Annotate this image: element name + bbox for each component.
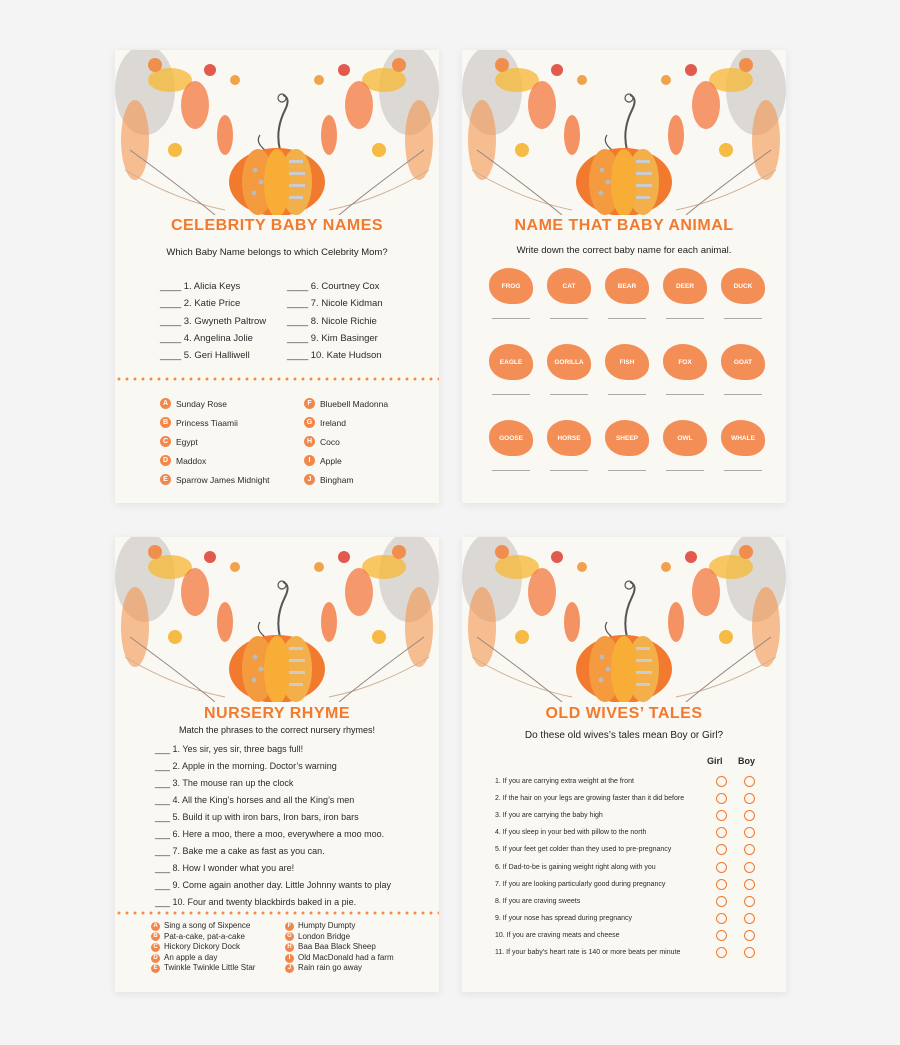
option-item — [304, 413, 388, 432]
phrase-item[interactable]: ___ 6. Here a moo, there a moo, everywhere a moo moo. — [155, 829, 385, 839]
animal-fish — [598, 344, 656, 410]
tale-text: 10. If you are craving meats and cheese — [495, 931, 620, 939]
sheep-icon: SHEEP — [605, 420, 649, 456]
animal-horse — [540, 420, 598, 486]
option-label: Rain rain go away — [298, 963, 363, 973]
tale-row — [495, 773, 755, 790]
letter-badge: D — [160, 455, 171, 466]
dotted-divider — [115, 377, 439, 381]
letter-badge: C — [160, 436, 171, 447]
moms-list-right — [287, 278, 383, 364]
option-item — [304, 432, 388, 451]
girl-radio[interactable] — [716, 913, 727, 924]
tale-row — [495, 807, 755, 824]
card-title: NURSERY RHYME — [203, 705, 351, 722]
tale-row — [495, 790, 755, 807]
answer-line[interactable] — [550, 470, 588, 471]
tale-row — [495, 841, 755, 858]
tale-text: 6. If Dad-to-be is gaining weight right along with you — [495, 863, 656, 871]
mom-item[interactable]: ____ 6. Courtney Cox — [287, 281, 380, 292]
animal-frog — [482, 268, 540, 334]
animal-fox — [656, 344, 714, 410]
phrase-item[interactable]: ___ 5. Build it up with iron bars, Iron bars, iron bars — [155, 812, 359, 822]
pumpkin-icon — [229, 635, 325, 702]
card-subtitle: Which Baby Name belongs to which Celebrity Mom? — [166, 247, 388, 258]
pumpkin-icon — [229, 148, 325, 215]
animal-sheep — [598, 420, 656, 486]
phrase-item[interactable]: ___ 2. Apple in the morning. Doctor’s warning — [155, 761, 337, 771]
letter-badge: E — [160, 474, 171, 485]
phrase-item[interactable]: ___ 7. Bake me a cake as fast as you can. — [155, 846, 325, 856]
answer-line[interactable] — [492, 470, 530, 471]
option-item — [285, 921, 394, 932]
option-item — [151, 921, 255, 932]
mom-item[interactable]: ____ 8. Nicole Richie — [287, 315, 377, 327]
letter-badge: F — [304, 398, 315, 409]
mom-item[interactable]: ____ 5. Geri Halliwell — [160, 350, 250, 362]
card-subtitle: Do these old wives’s tales mean Boy or Girl? — [524, 730, 724, 741]
tale-text: 7. If you are looking particularly good during pregnancy — [495, 880, 666, 888]
option-label: Bingham — [320, 474, 354, 485]
dotted-divider — [115, 911, 439, 915]
letter-badge: J — [304, 474, 315, 485]
girl-radio[interactable] — [716, 862, 727, 873]
cat-icon: CAT — [547, 268, 591, 304]
option-label: Sunday Rose — [176, 398, 228, 409]
mom-item[interactable]: ____ 7. Nicole Kidman — [287, 298, 383, 310]
girl-radio[interactable] — [716, 776, 727, 787]
column-header-boy: Boy — [738, 756, 756, 766]
boy-radio[interactable] — [744, 793, 755, 804]
girl-radio[interactable] — [716, 879, 727, 890]
animal-whale — [714, 420, 772, 486]
phrase-item[interactable]: ___ 1. Yes sir, yes sir, three bags full! — [155, 744, 304, 754]
gorilla-icon: GORILLA — [547, 344, 591, 380]
tale-text: 4. If you sleep in your bed with pillow to the north — [495, 829, 647, 837]
option-item — [285, 963, 394, 974]
boy-radio[interactable] — [744, 896, 755, 907]
answer-line[interactable] — [666, 470, 704, 471]
option-item — [285, 942, 394, 953]
option-label: Hickory Dickory Dock — [164, 942, 241, 952]
tale-row — [495, 944, 755, 961]
card-nursery-rhyme — [115, 537, 439, 992]
card-subtitle: Write down the correct baby name for each animal. — [516, 245, 732, 256]
tale-row — [495, 858, 755, 875]
floral-pumpkin-illustration — [115, 537, 439, 702]
mom-item[interactable]: ____ 2. Katie Price — [160, 298, 241, 310]
mom-item[interactable]: ____ 1. Alicia Keys — [160, 281, 241, 292]
boy-radio[interactable] — [744, 947, 755, 958]
option-item — [151, 932, 255, 943]
option-item — [304, 470, 388, 489]
bear-icon: BEAR — [605, 268, 649, 304]
phrase-item[interactable]: ___ 9. Come again another day. Little Johnny wants to play — [155, 880, 391, 890]
animal-cat — [540, 268, 598, 334]
card-title: CELEBRITY BABY NAMES — [170, 217, 384, 234]
mom-item[interactable]: ____ 4. Angelina Jolie — [160, 332, 253, 344]
tale-row — [495, 876, 755, 893]
animal-eagle — [482, 344, 540, 410]
phrase-item[interactable]: ___ 3. The mouse ran up the clock — [155, 778, 294, 788]
tale-row — [495, 893, 755, 910]
option-label: Old MacDonald had a farm — [298, 952, 394, 962]
animal-grid — [482, 268, 772, 486]
option-item — [160, 470, 270, 489]
letter-badge: F — [285, 922, 294, 931]
floral-pumpkin-illustration — [462, 50, 786, 215]
phrase-item[interactable]: ___ 4. All the King’s horses and all the King’s men — [155, 795, 355, 805]
tale-text: 9. If your nose has spread during pregnancy — [495, 914, 632, 922]
card-celebrity-baby-names — [115, 50, 439, 503]
girl-radio[interactable] — [716, 844, 727, 855]
tale-row — [495, 824, 755, 841]
floral-pumpkin-illustration — [462, 537, 786, 702]
option-label: Sing a song of Sixpence — [164, 921, 251, 930]
boy-radio[interactable] — [744, 844, 755, 855]
answer-line[interactable] — [666, 318, 704, 319]
answer-line[interactable] — [724, 318, 762, 319]
card-name-that-baby-animal — [462, 50, 786, 503]
animal-deer — [656, 268, 714, 334]
option-item — [151, 963, 255, 974]
letter-badge: J — [285, 964, 294, 973]
option-label: Apple — [320, 455, 342, 466]
card-title: NAME THAT BABY ANIMAL — [514, 217, 734, 234]
animal-goat — [714, 344, 772, 410]
tale-text: 5. If your feet get colder than they used to pre-pregnancy — [495, 846, 672, 854]
mom-item[interactable]: ____ 10. Kate Hudson — [287, 350, 382, 362]
phrase-list — [155, 741, 391, 911]
boy-radio[interactable] — [744, 776, 755, 787]
moms-list-left — [160, 278, 266, 364]
option-item — [151, 942, 255, 953]
letter-badge: C — [151, 943, 160, 952]
girl-radio[interactable] — [716, 810, 727, 821]
card-old-wives-tales — [462, 537, 786, 992]
boy-radio[interactable] — [744, 862, 755, 873]
boy-radio[interactable] — [744, 879, 755, 890]
option-label: Baa Baa Black Sheep — [298, 942, 376, 952]
girl-radio[interactable] — [716, 930, 727, 941]
option-item — [160, 413, 270, 432]
animal-owl — [656, 420, 714, 486]
mom-item[interactable]: ____ 9. Kim Basinger — [287, 332, 378, 344]
tale-text: 2. If the hair on your legs are growing faster than it did before — [495, 795, 685, 803]
whale-icon: WHALE — [721, 420, 765, 456]
option-label: Egypt — [176, 436, 198, 447]
option-label: Coco — [320, 436, 340, 447]
answer-line[interactable] — [724, 394, 762, 395]
boy-radio[interactable] — [744, 827, 755, 838]
letter-badge: I — [285, 954, 294, 963]
letter-badge: B — [151, 932, 160, 941]
tale-text: 8. If you are craving sweets — [495, 897, 581, 905]
option-item — [160, 394, 270, 413]
options-left — [160, 394, 270, 489]
option-item — [304, 394, 388, 413]
tales-list — [495, 773, 755, 961]
pumpkin-icon — [576, 635, 672, 702]
letter-badge: G — [285, 932, 294, 941]
letter-badge: D — [151, 954, 160, 963]
letter-badge: E — [151, 964, 160, 973]
card-title: OLD WIVES’ TALES — [545, 705, 703, 722]
floral-pumpkin-illustration — [115, 50, 439, 215]
option-label: Maddox — [176, 455, 207, 466]
option-item — [304, 451, 388, 470]
boy-radio[interactable] — [744, 810, 755, 821]
girl-radio[interactable] — [716, 827, 727, 838]
letter-badge: G — [304, 417, 315, 428]
boy-radio[interactable] — [744, 913, 755, 924]
tale-text: 11. If your baby’s heart rate is 140 or more beats per minute — [495, 948, 681, 956]
owl-icon: OWL — [663, 420, 707, 456]
animal-duck — [714, 268, 772, 334]
rhyme-options-left — [151, 921, 255, 974]
goat-icon: GOAT — [721, 344, 765, 380]
option-item — [285, 953, 394, 964]
option-label: Sparrow James Midnight — [176, 474, 270, 485]
answer-line[interactable] — [550, 318, 588, 319]
mom-item[interactable]: ____ 3. Gwyneth Paltrow — [160, 315, 267, 327]
answer-line[interactable] — [492, 394, 530, 395]
letter-badge: A — [160, 398, 171, 409]
options-right — [304, 394, 388, 489]
answer-line[interactable] — [666, 394, 704, 395]
option-label: Twinkle Twinkle Little Star — [164, 963, 256, 973]
duck-icon: DUCK — [721, 268, 765, 304]
animal-gorilla — [540, 344, 598, 410]
option-label: Bluebell Madonna — [320, 398, 389, 409]
horse-icon: HORSE — [547, 420, 591, 456]
answer-line[interactable] — [492, 318, 530, 319]
letter-badge: B — [160, 417, 171, 428]
option-label: London Bridge — [298, 931, 351, 941]
answer-line[interactable] — [608, 470, 646, 471]
phrase-item[interactable]: ___ 8. How I wonder what you are! — [155, 863, 295, 873]
fox-icon: FOX — [663, 344, 707, 380]
option-label: Ireland — [320, 417, 346, 428]
card-subtitle: Match the phrases to the correct nursery rhymes! — [178, 725, 376, 735]
eagle-icon: EAGLE — [489, 344, 533, 380]
rhyme-options-right — [285, 921, 394, 974]
letter-badge: H — [304, 436, 315, 447]
girl-radio[interactable] — [716, 947, 727, 958]
option-label: An apple a day — [164, 952, 218, 962]
letter-badge: A — [151, 922, 160, 931]
phrase-item[interactable]: ___ 10. Four and twenty blackbirds baked in a pie. — [155, 897, 357, 907]
girl-radio[interactable] — [716, 896, 727, 907]
option-item — [160, 432, 270, 451]
option-label: Pat-a-cake, pat-a-cake — [164, 931, 245, 941]
answer-line[interactable] — [724, 470, 762, 471]
tale-text: 1. If you are carrying extra weight at the front — [495, 778, 634, 786]
answer-line[interactable] — [608, 318, 646, 319]
tale-text: 3. If you are carrying the baby high — [495, 812, 603, 820]
tale-row — [495, 910, 755, 927]
option-item — [160, 451, 270, 470]
answer-line[interactable] — [608, 394, 646, 395]
option-label: Humpty Dumpty — [298, 921, 356, 930]
pumpkin-icon — [576, 148, 672, 215]
letter-badge: I — [304, 455, 315, 466]
option-label: Princess Tiaamii — [176, 417, 238, 428]
option-item — [151, 953, 255, 964]
column-header-girl: Girl — [707, 756, 723, 766]
letter-badge: H — [285, 943, 294, 952]
boy-radio[interactable] — [744, 930, 755, 941]
frog-icon: FROG — [489, 268, 533, 304]
animal-goose — [482, 420, 540, 486]
goose-icon: GOOSE — [489, 420, 533, 456]
option-item — [285, 932, 394, 943]
deer-icon: DEER — [663, 268, 707, 304]
animal-bear — [598, 268, 656, 334]
tale-row — [495, 927, 755, 944]
girl-radio[interactable] — [716, 793, 727, 804]
fish-icon: FISH — [605, 344, 649, 380]
answer-line[interactable] — [550, 394, 588, 395]
